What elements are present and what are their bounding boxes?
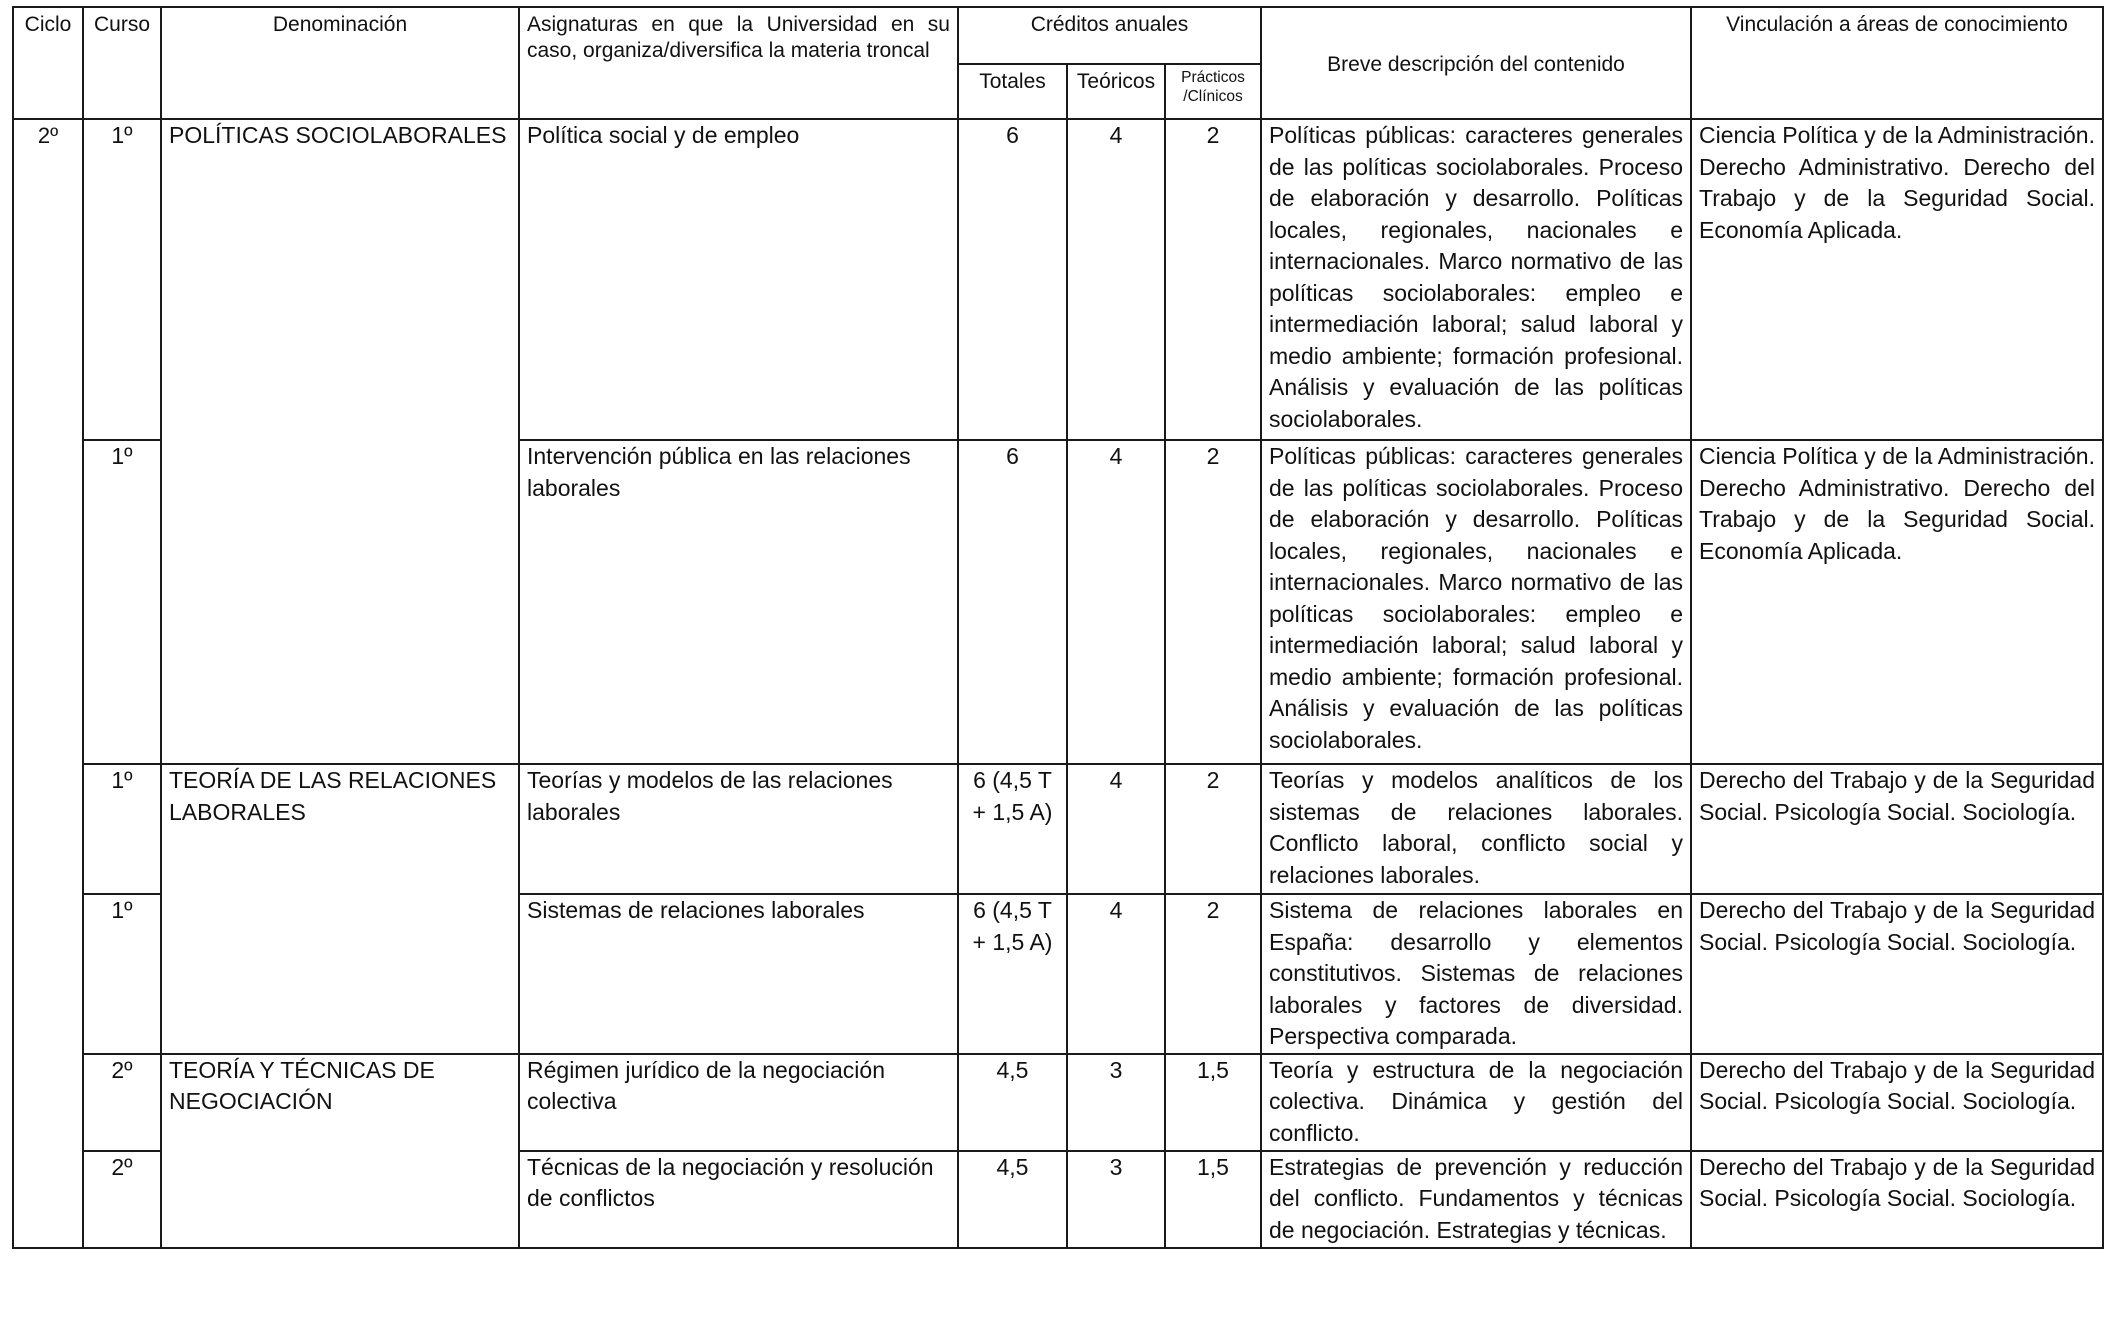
header-ciclo: Ciclo <box>13 7 83 119</box>
totales-cell: 6 (4,5 T + 1,5 A) <box>958 764 1067 894</box>
practicos-cell: 1,5 <box>1165 1054 1261 1151</box>
descripcion-cell: Políticas públicas: caracteres generales de las políticas sociolaborales. Proceso de elaboración y desarrollo. Políticas locales, regionales, nacionales e internacionales. Marco normativo de las políticas sociolaborales: empleo e intermediación laboral; salud laboral y medio ambiente; formación profesional. Análisis y evaluación de las políticas sociolaborales. <box>1261 440 1691 764</box>
asignatura-cell: Intervención pública en las relaciones laborales <box>519 440 958 764</box>
practicos-cell: 2 <box>1165 119 1261 440</box>
curso-cell: 1º <box>83 440 161 764</box>
curso-cell: 2º <box>83 1054 161 1151</box>
practicos-cell: 2 <box>1165 440 1261 764</box>
totales-cell: 6 <box>958 119 1067 440</box>
denominacion-cell: TEORÍA Y TÉCNICAS DE NEGOCIACIÓN <box>161 1054 519 1248</box>
asignatura-cell: Teorías y modelos de las relaciones laborales <box>519 764 958 894</box>
asignatura-cell: Política social y de empleo <box>519 119 958 440</box>
asignatura-cell: Técnicas de la negociación y resolución de conflictos <box>519 1151 958 1248</box>
curriculum-table <box>12 6 2104 1249</box>
denominacion-cell: POLÍTICAS SOCIOLABORALES <box>161 119 519 764</box>
vinculacion-cell: Ciencia Política y de la Administración. Derecho Administrativo. Derecho del Trabajo y de la Seguridad Social. Economía Aplicada. <box>1691 119 2103 440</box>
totales-cell: 4,5 <box>958 1151 1067 1248</box>
header-totales: Totales <box>958 64 1067 119</box>
table-row <box>13 119 2103 440</box>
teoricos-cell: 4 <box>1067 894 1165 1054</box>
vinculacion-cell: Derecho del Trabajo y de la Seguridad Social. Psicología Social. Sociología. <box>1691 894 2103 1054</box>
header-descripcion: Breve descripción del contenido <box>1261 7 1691 119</box>
asignatura-cell: Sistemas de relaciones laborales <box>519 894 958 1054</box>
teoricos-cell: 4 <box>1067 764 1165 894</box>
header-vinculacion: Vinculación a áreas de conocimiento <box>1691 7 2103 119</box>
descripcion-cell: Políticas públicas: caracteres generales de las políticas sociolaborales. Proceso de elaboración y desarrollo. Políticas locales, regionales, nacionales e internacionales. Marco normativo de las políticas sociolaborales: empleo e intermediación laboral; salud laboral y medio ambiente; formación profesional. Análisis y evaluación de las políticas sociolaborales. <box>1261 119 1691 440</box>
header-asignaturas: Asignaturas en que la Universidad en su caso, organiza/diversifica la materia troncal <box>519 7 958 119</box>
table-row <box>13 1054 2103 1151</box>
table-row <box>13 764 2103 894</box>
header-curso: Curso <box>83 7 161 119</box>
practicos-cell: 2 <box>1165 894 1261 1054</box>
curso-cell: 2º <box>83 1151 161 1248</box>
ciclo-cell: 2º <box>13 119 83 1248</box>
totales-cell: 4,5 <box>958 1054 1067 1151</box>
teoricos-cell: 4 <box>1067 440 1165 764</box>
header-creditos-anuales: Créditos anuales <box>958 7 1261 64</box>
header-denominacion: Denominación <box>161 7 519 119</box>
teoricos-cell: 4 <box>1067 119 1165 440</box>
header-practicos: Prácticos /Clínicos <box>1165 64 1261 119</box>
header-teoricos: Teóricos <box>1067 64 1165 119</box>
descripcion-cell: Estrategias de prevención y reducción del conflicto. Fundamentos y técnicas de negociación. Estrategias y técnicas. <box>1261 1151 1691 1248</box>
totales-cell: 6 <box>958 440 1067 764</box>
teoricos-cell: 3 <box>1067 1151 1165 1248</box>
curso-cell: 1º <box>83 764 161 894</box>
totales-cell: 6 (4,5 T + 1,5 A) <box>958 894 1067 1054</box>
descripcion-cell: Teorías y modelos analíticos de los sistemas de relaciones laborales. Conflicto laboral, conflicto social y relaciones laborales. <box>1261 764 1691 894</box>
vinculacion-cell: Derecho del Trabajo y de la Seguridad Social. Psicología Social. Sociología. <box>1691 1151 2103 1248</box>
curso-cell: 1º <box>83 894 161 1054</box>
descripcion-cell: Sistema de relaciones laborales en España: desarrollo y elementos constitutivos. Sistemas de relaciones laborales y factores de diversidad. Perspectiva comparada. <box>1261 894 1691 1054</box>
asignatura-cell: Régimen jurídico de la negociación colectiva <box>519 1054 958 1151</box>
practicos-cell: 2 <box>1165 764 1261 894</box>
vinculacion-cell: Ciencia Política y de la Administración. Derecho Administrativo. Derecho del Trabajo y de la Seguridad Social. Economía Aplicada. <box>1691 440 2103 764</box>
vinculacion-cell: Derecho del Trabajo y de la Seguridad Social. Psicología Social. Sociología. <box>1691 1054 2103 1151</box>
vinculacion-cell: Derecho del Trabajo y de la Seguridad Social. Psicología Social. Sociología. <box>1691 764 2103 894</box>
denominacion-cell: TEORÍA DE LAS RELACIONES LABORALES <box>161 764 519 1054</box>
practicos-cell: 1,5 <box>1165 1151 1261 1248</box>
descripcion-cell: Teoría y estructura de la negociación colectiva. Dinámica y gestión del conflicto. <box>1261 1054 1691 1151</box>
curso-cell: 1º <box>83 119 161 440</box>
teoricos-cell: 3 <box>1067 1054 1165 1151</box>
